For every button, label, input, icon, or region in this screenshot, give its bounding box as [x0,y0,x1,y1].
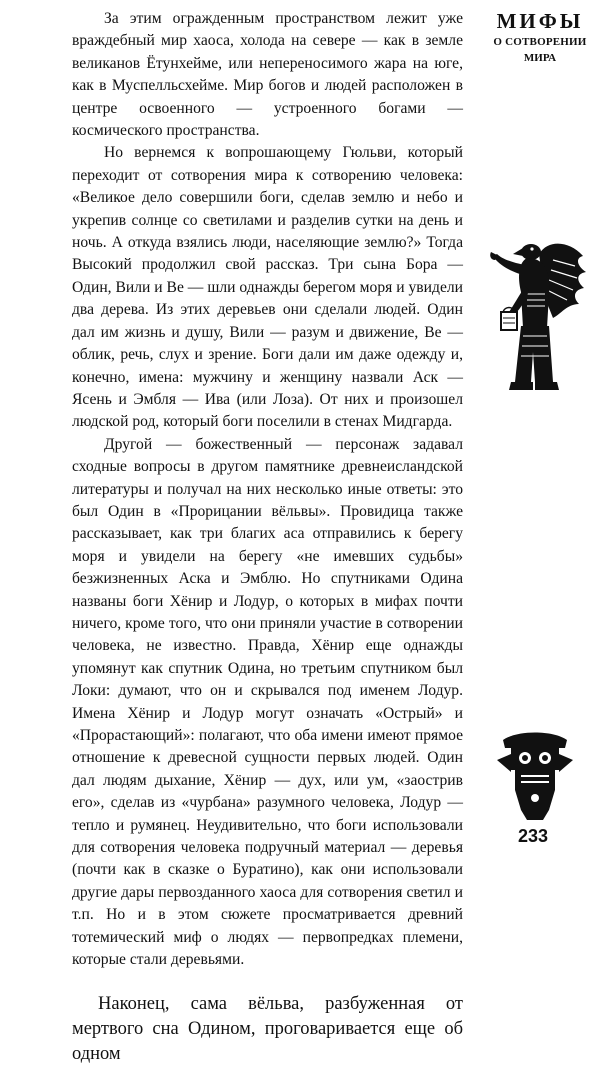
header-title: МИФЫ [496,9,584,33]
running-header [488,8,592,66]
totem-icon [497,730,573,822]
paragraph-2: Но вернемся к вопрошающему Гюльви, который переходит от сотворения мира к сотворению человека: «Великое дело совершили боги, сделав землю и небо и укрепив солнце со светилами и разделив сутки на день и ночь. А откуда взялись люди, населяющие землю?» Тогда Высокий продолжил свой рассказ. Три сына Бора — Один, Вили и Ве — шли однажды берегом моря и увидели два дерева. Из этих деревьев они сделали людей. Один дал им жизнь и душу, Вили — разум и движение, Ве — облик, речь, слух и зрение. Боги дали им даже одежду и, конечно, имена: мужчину и женщину назвали Аск — Ясень и Эмбля — Ива (или Лоза). От них и произошел людской род, который боги поселили в стенах Мидгарда. [72,144,463,431]
paragraph-1: За этим огражденным пространством лежит уже враждебный мир хаоса, холода на севере — как в земле великанов Ётунхейме, или непереносимого жара на юге, как в Муспелльсхейме. Мир богов и людей расположен в центре освоенного — устроенного богами — космического пространства. [72,10,463,140]
paragraph-3: Другой — божественный — персонаж задавал сходные вопросы в другом памятнике древнеисландской литературы и получал на них несколько иные ответы: это был Один в «Прорицании вёльвы». Провидица также рассказывает, как три благих аса отправились к берегу моря и увидели на берегу «не имевших судьбы» безжизненных Аска и Эмблю. Но спутниками Одина названы боги Хёнир и Лодур, о которых в мифах почти ничего, кроме того, что они приняли участие в сотворении человека, не известно. Правда, Хёнир еще однажды упомянут как спутник Одина, но третьим спутником был Локи: думают, что он и скрывался под именем Лодур. Имена Хёнир и Лодур могут означать «Острый» и «Прорастающий»: полагают, что оба имени имеют прямое отношение к древесной сущности первых людей. Один дал людям дыхание, Хёнир — дух, или ум, «заострив его», сделав из «чурбана» разумного человека, Лодур — тепло и румянец. Неудивительно, что боги использовали для сотворения человека подручный материал — деревья (почти как в сказке о Буратино), как они использовали другие дары первозданного хаоса для сотворения светил и т.п. Но и в этом сюжете просматривается древний тотемический миф о людях — первопредках племени, которые стали деревьями. [72,435,463,969]
header-subtitle-line1: О СОТВОРЕНИИ [493,36,587,48]
main-text [72,8,463,1067]
page-number: 233 [517,826,549,846]
winged-figure-icon [487,232,591,398]
paragraph-4: Наконец, сама вёльва, разбуженная от мертвого сна Одином, проговаривается еще об одном [72,994,463,1065]
header-subtitle-line2: МИРА [523,52,557,64]
